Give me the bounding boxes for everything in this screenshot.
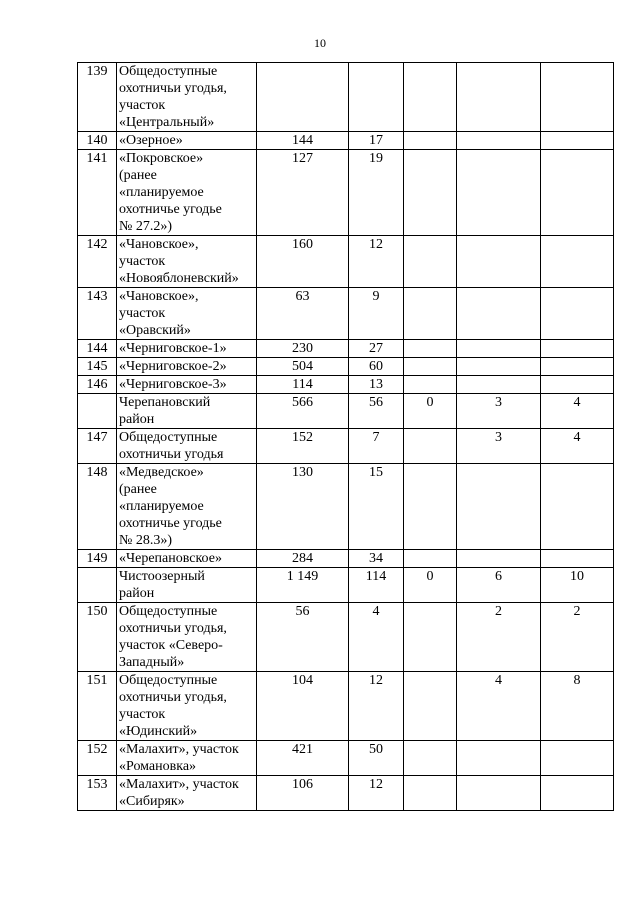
value-cell-c5 [541,288,614,340]
value-cell-c4 [457,132,541,150]
value-cell-c5: 8 [541,672,614,741]
value-cell-c4 [457,340,541,358]
value-cell-c3 [404,150,457,236]
value-cell-c4 [457,776,541,811]
value-cell-c5: 10 [541,568,614,603]
ground-name-line: район [119,586,155,601]
table-row [78,603,614,672]
table-row [78,236,614,288]
value-cell-c4 [457,376,541,394]
value-cell-c3 [404,550,457,568]
value-cell-c4 [457,741,541,776]
value-cell-c2: 19 [349,150,404,236]
ground-name-cell [117,429,257,464]
value-cell-c2: 114 [349,568,404,603]
row-number-cell [78,568,117,603]
table-row [78,464,614,550]
value-cell-c1: 421 [257,741,349,776]
table-row [78,394,614,429]
ground-name-cell [117,340,257,358]
value-cell-c3 [404,464,457,550]
value-cell-c4 [457,63,541,132]
ground-name-line: охотничьи угодья [119,447,224,462]
table-row [78,288,614,340]
ground-name-line: охотничьи угодья, [119,690,227,705]
ground-name-cell [117,236,257,288]
table-row [78,550,614,568]
value-cell-c3 [404,340,457,358]
value-cell-c1: 106 [257,776,349,811]
ground-name-cell [117,464,257,550]
ground-name-line: Общедоступные [119,604,218,619]
ground-name-line: (ранее [119,482,157,497]
table-row [78,568,614,603]
value-cell-c1: 160 [257,236,349,288]
value-cell-c4: 6 [457,568,541,603]
row-number-cell: 149 [78,550,117,568]
ground-name-cell [117,150,257,236]
ground-name-cell [117,358,257,376]
ground-name-line: участок [119,306,166,321]
ground-name-cell [117,568,257,603]
ground-name-line: «Центральный» [119,115,215,130]
row-number-cell: 146 [78,376,117,394]
ground-name-line: «планируемое [119,499,204,514]
table-body [78,63,614,811]
row-number-cell: 147 [78,429,117,464]
value-cell-c1: 1 149 [257,568,349,603]
value-cell-c1: 63 [257,288,349,340]
ground-name-line: «Чановское», [119,237,199,252]
ground-name-line: Западный» [119,655,185,670]
value-cell-c3 [404,132,457,150]
ground-name-line: участок [119,707,166,722]
ground-name-cell [117,288,257,340]
value-cell-c5 [541,776,614,811]
row-number-cell [78,394,117,429]
value-cell-c3: 0 [404,394,457,429]
value-cell-c1: 56 [257,603,349,672]
value-cell-c5 [541,63,614,132]
value-cell-c2: 17 [349,132,404,150]
value-cell-c5: 4 [541,429,614,464]
value-cell-c4 [457,464,541,550]
value-cell-c5 [541,150,614,236]
value-cell-c4 [457,150,541,236]
ground-name-line: район [119,412,155,427]
row-number-cell: 145 [78,358,117,376]
ground-name-line: охотничьи угодья, [119,81,227,96]
value-cell-c2: 27 [349,340,404,358]
ground-name-line: «Черниговское-3» [119,377,227,392]
row-number-cell: 152 [78,741,117,776]
row-number-cell: 143 [78,288,117,340]
ground-name-line: охотничье угодье [119,202,222,217]
row-number-cell: 153 [78,776,117,811]
ground-name-line: Черепановский [119,395,211,410]
ground-name-line: «Чановское», [119,289,199,304]
value-cell-c4: 4 [457,672,541,741]
ground-name-line: «Покровское» [119,151,204,166]
value-cell-c4: 2 [457,603,541,672]
value-cell-c3 [404,376,457,394]
value-cell-c5: 4 [541,394,614,429]
ground-name-line: «Черниговское-1» [119,341,227,356]
value-cell-c1 [257,63,349,132]
value-cell-c1: 104 [257,672,349,741]
table-row [78,776,614,811]
value-cell-c5 [541,358,614,376]
ground-name-line: участок «Северо- [119,638,223,653]
row-number-cell: 141 [78,150,117,236]
row-number-cell: 150 [78,603,117,672]
value-cell-c1: 114 [257,376,349,394]
value-cell-c1: 127 [257,150,349,236]
value-cell-c2: 12 [349,672,404,741]
ground-name-line: «Черепановское» [119,551,222,566]
ground-name-cell [117,550,257,568]
ground-name-cell [117,741,257,776]
ground-name-line: «Оравский» [119,323,191,338]
value-cell-c3 [404,741,457,776]
ground-name-line: Чистоозерный [119,569,205,584]
value-cell-c5 [541,340,614,358]
row-number-cell: 142 [78,236,117,288]
value-cell-c4: 3 [457,429,541,464]
ground-name-line: «планируемое [119,185,204,200]
ground-name-line: «Малахит», участок [119,777,239,792]
value-cell-c4 [457,288,541,340]
value-cell-c5 [541,236,614,288]
ground-name-line: № 28.3») [119,533,173,548]
table-row [78,340,614,358]
ground-name-line: «Медведское» [119,465,204,480]
table-row [78,376,614,394]
value-cell-c4 [457,358,541,376]
ground-name-line: Общедоступные [119,430,218,445]
value-cell-c2: 56 [349,394,404,429]
value-cell-c1: 566 [257,394,349,429]
value-cell-c1: 152 [257,429,349,464]
ground-name-cell [117,394,257,429]
table-row [78,132,614,150]
value-cell-c1: 130 [257,464,349,550]
row-number-cell: 151 [78,672,117,741]
value-cell-c4: 3 [457,394,541,429]
value-cell-c3 [404,236,457,288]
value-cell-c2: 7 [349,429,404,464]
value-cell-c5 [541,550,614,568]
value-cell-c2: 4 [349,603,404,672]
value-cell-c5 [541,376,614,394]
ground-name-line: № 27.2») [119,219,173,234]
value-cell-c1: 230 [257,340,349,358]
page-number: 10 [314,36,326,50]
value-cell-c2: 34 [349,550,404,568]
ground-name-line: участок [119,254,166,269]
value-cell-c4 [457,550,541,568]
ground-name-line: Общедоступные [119,673,218,688]
row-number-cell: 148 [78,464,117,550]
value-cell-c5 [541,132,614,150]
value-cell-c2: 60 [349,358,404,376]
value-cell-c3 [404,672,457,741]
ground-name-cell [117,603,257,672]
value-cell-c1: 504 [257,358,349,376]
value-cell-c3 [404,776,457,811]
value-cell-c5: 2 [541,603,614,672]
table-row [78,741,614,776]
value-cell-c5 [541,464,614,550]
ground-name-cell [117,376,257,394]
value-cell-c2: 50 [349,741,404,776]
table-row [78,358,614,376]
value-cell-c3 [404,288,457,340]
ground-name-line: участок [119,98,166,113]
ground-name-line: Общедоступные [119,64,218,79]
table-row [78,672,614,741]
value-cell-c4 [457,236,541,288]
value-cell-c2 [349,63,404,132]
row-number-cell: 140 [78,132,117,150]
ground-name-cell [117,672,257,741]
ground-name-line: «Сибиряк» [119,794,185,809]
value-cell-c3 [404,429,457,464]
row-number-cell: 139 [78,63,117,132]
value-cell-c2: 12 [349,236,404,288]
ground-name-line: «Новояблоневский» [119,271,239,286]
ground-name-line: охотничье угодье [119,516,222,531]
hunting-grounds-table [77,62,614,811]
table-row [78,150,614,236]
ground-name-line: охотничьи угодья, [119,621,227,636]
value-cell-c3 [404,63,457,132]
value-cell-c2: 12 [349,776,404,811]
value-cell-c2: 9 [349,288,404,340]
value-cell-c2: 15 [349,464,404,550]
value-cell-c1: 144 [257,132,349,150]
ground-name-cell [117,63,257,132]
ground-name-line: «Юдинский» [119,724,198,739]
ground-name-line: «Озерное» [119,133,183,148]
ground-name-line: (ранее [119,168,157,183]
row-number-cell: 144 [78,340,117,358]
value-cell-c1: 284 [257,550,349,568]
table-row [78,429,614,464]
ground-name-cell [117,776,257,811]
table-row [78,63,614,132]
ground-name-line: «Черниговское-2» [119,359,227,374]
ground-name-cell [117,132,257,150]
value-cell-c3 [404,358,457,376]
ground-name-line: «Малахит», участок [119,742,239,757]
value-cell-c3: 0 [404,568,457,603]
value-cell-c2: 13 [349,376,404,394]
value-cell-c5 [541,741,614,776]
ground-name-line: «Романовка» [119,759,197,774]
value-cell-c3 [404,603,457,672]
